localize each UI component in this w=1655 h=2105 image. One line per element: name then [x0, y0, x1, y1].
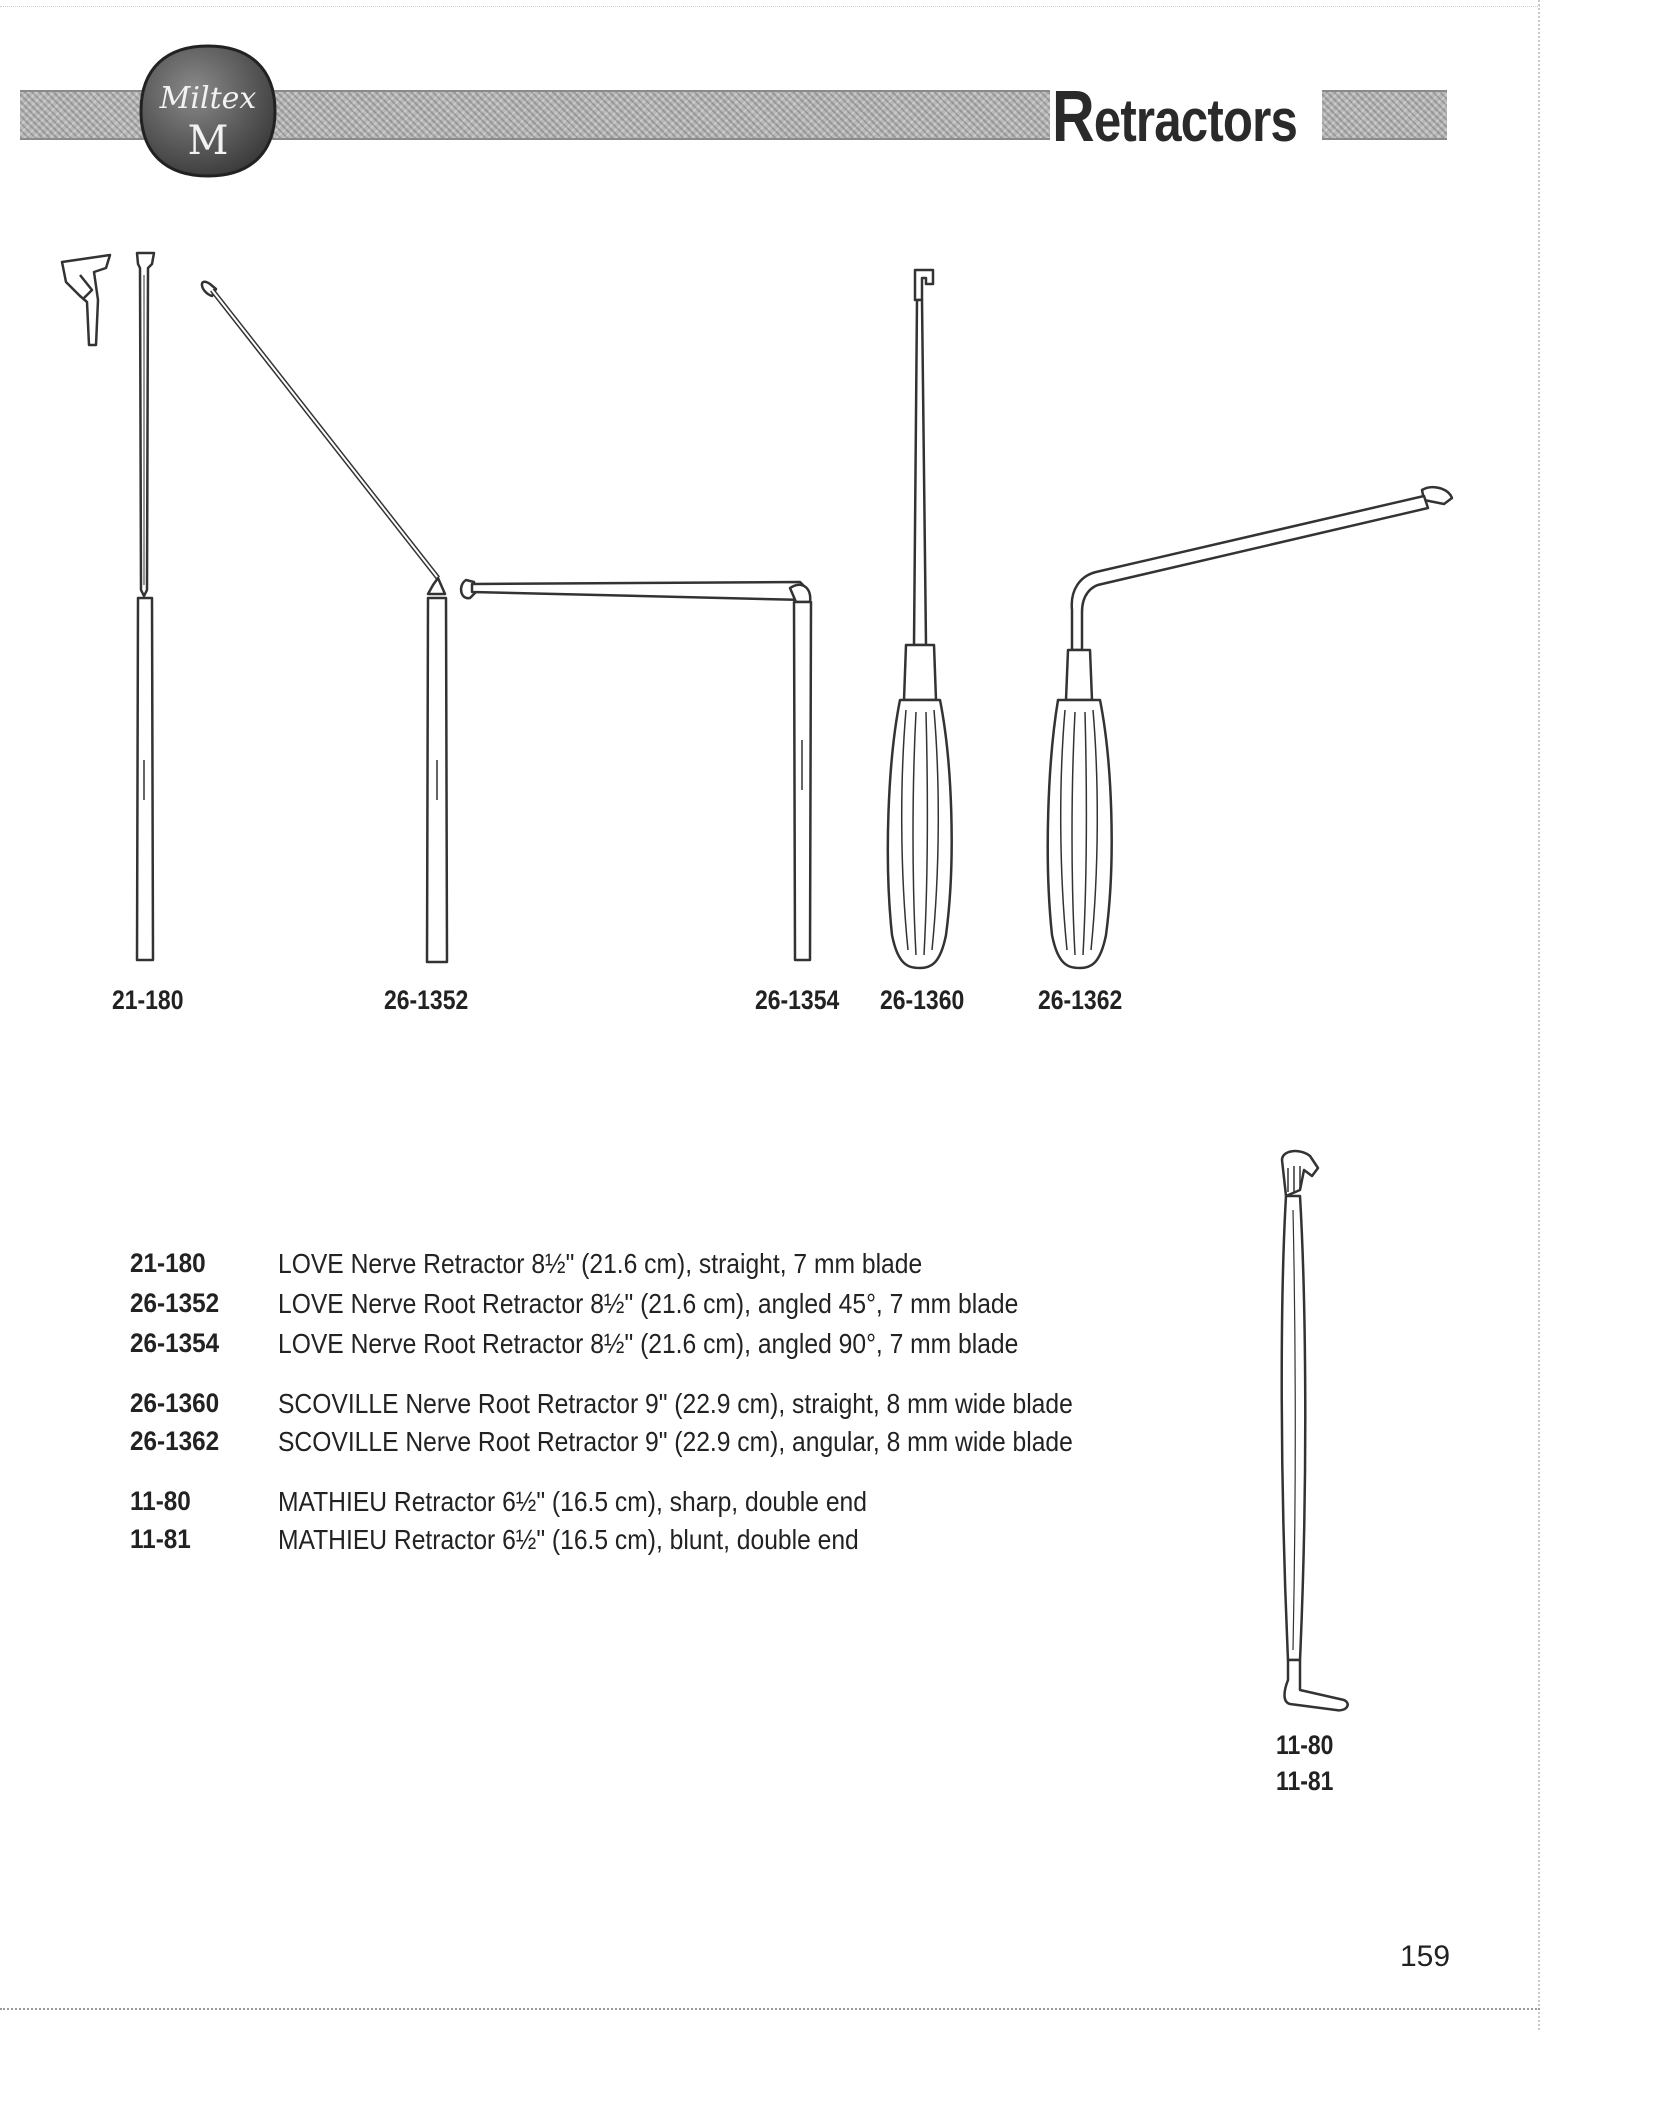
- catalog-number: 26-1352: [130, 1288, 220, 1318]
- retractor-11-80-11-81: [1282, 1151, 1348, 1710]
- catalog-row: [130, 1524, 1130, 1560]
- label-11-80: 11-80: [1276, 1730, 1334, 1760]
- page-title-rest: etractors: [1093, 87, 1298, 154]
- catalog-description: SCOVILLE Nerve Root Retractor 9" (22.9 cm), straight, 8 mm wide blade: [278, 1388, 1073, 1419]
- logo-script-text: Miltex: [159, 81, 257, 116]
- catalog-row: [130, 1486, 1130, 1522]
- retractor-26-1352: [202, 282, 447, 962]
- label-26-1360: 26-1360: [880, 985, 965, 1015]
- catalog-description: LOVE Nerve Root Retractor 8½" (21.6 cm), angled 90°, 7 mm blade: [278, 1328, 1019, 1359]
- retractor-26-1360: [888, 270, 952, 968]
- catalog-row: [130, 1426, 1130, 1462]
- label-26-1352: 26-1352: [384, 985, 469, 1015]
- catalog-number: 26-1354: [130, 1328, 220, 1358]
- catalog-number: 11-80: [130, 1486, 191, 1516]
- header-band-left: [20, 90, 145, 140]
- catalog-row: [130, 1328, 1130, 1364]
- right-edge-rule: [1538, 0, 1540, 2030]
- retractor-21-180: [137, 253, 154, 960]
- retractor-26-1362: [1048, 487, 1452, 968]
- catalog-description: LOVE Nerve Root Retractor 8½" (21.6 cm), angled 45°, 7 mm blade: [278, 1288, 1019, 1319]
- label-21-180: 21-180: [112, 985, 184, 1015]
- catalog-row: [130, 1248, 1130, 1284]
- top-edge-rule: [0, 6, 1540, 7]
- logo-monogram: M: [187, 118, 229, 164]
- catalog-description: LOVE Nerve Retractor 8½" (21.6 cm), straight, 7 mm blade: [278, 1248, 923, 1279]
- label-11-81: 11-81: [1276, 1766, 1334, 1796]
- miltex-logo: [137, 42, 279, 180]
- catalog-description: MATHIEU Retractor 6½" (16.5 cm), blunt, double end: [278, 1524, 859, 1555]
- header-band-middle: [272, 90, 1050, 140]
- page-title: [1052, 76, 1297, 158]
- page-title-initial: R: [1052, 77, 1094, 157]
- catalog-description: SCOVILLE Nerve Root Retractor 9" (22.9 cm), angular, 8 mm wide blade: [278, 1426, 1073, 1457]
- label-26-1354: 26-1354: [755, 985, 840, 1015]
- retractor-21-180-blade-detail: [62, 255, 110, 345]
- catalog-row: [130, 1388, 1130, 1424]
- label-26-1362: 26-1362: [1038, 985, 1123, 1015]
- catalog-number: 26-1362: [130, 1426, 220, 1456]
- page-number: 159: [1400, 1940, 1451, 1973]
- catalog-row: [130, 1288, 1130, 1324]
- catalog-description: MATHIEU Retractor 6½" (16.5 cm), sharp, double end: [278, 1486, 867, 1517]
- header-band-right: [1322, 90, 1447, 140]
- catalog-number: 21-180: [130, 1248, 206, 1278]
- catalog-number: 11-81: [130, 1524, 191, 1554]
- bottom-edge-rule: [0, 2008, 1540, 2010]
- retractor-26-1354: [461, 580, 811, 960]
- catalog-number: 26-1360: [130, 1388, 220, 1418]
